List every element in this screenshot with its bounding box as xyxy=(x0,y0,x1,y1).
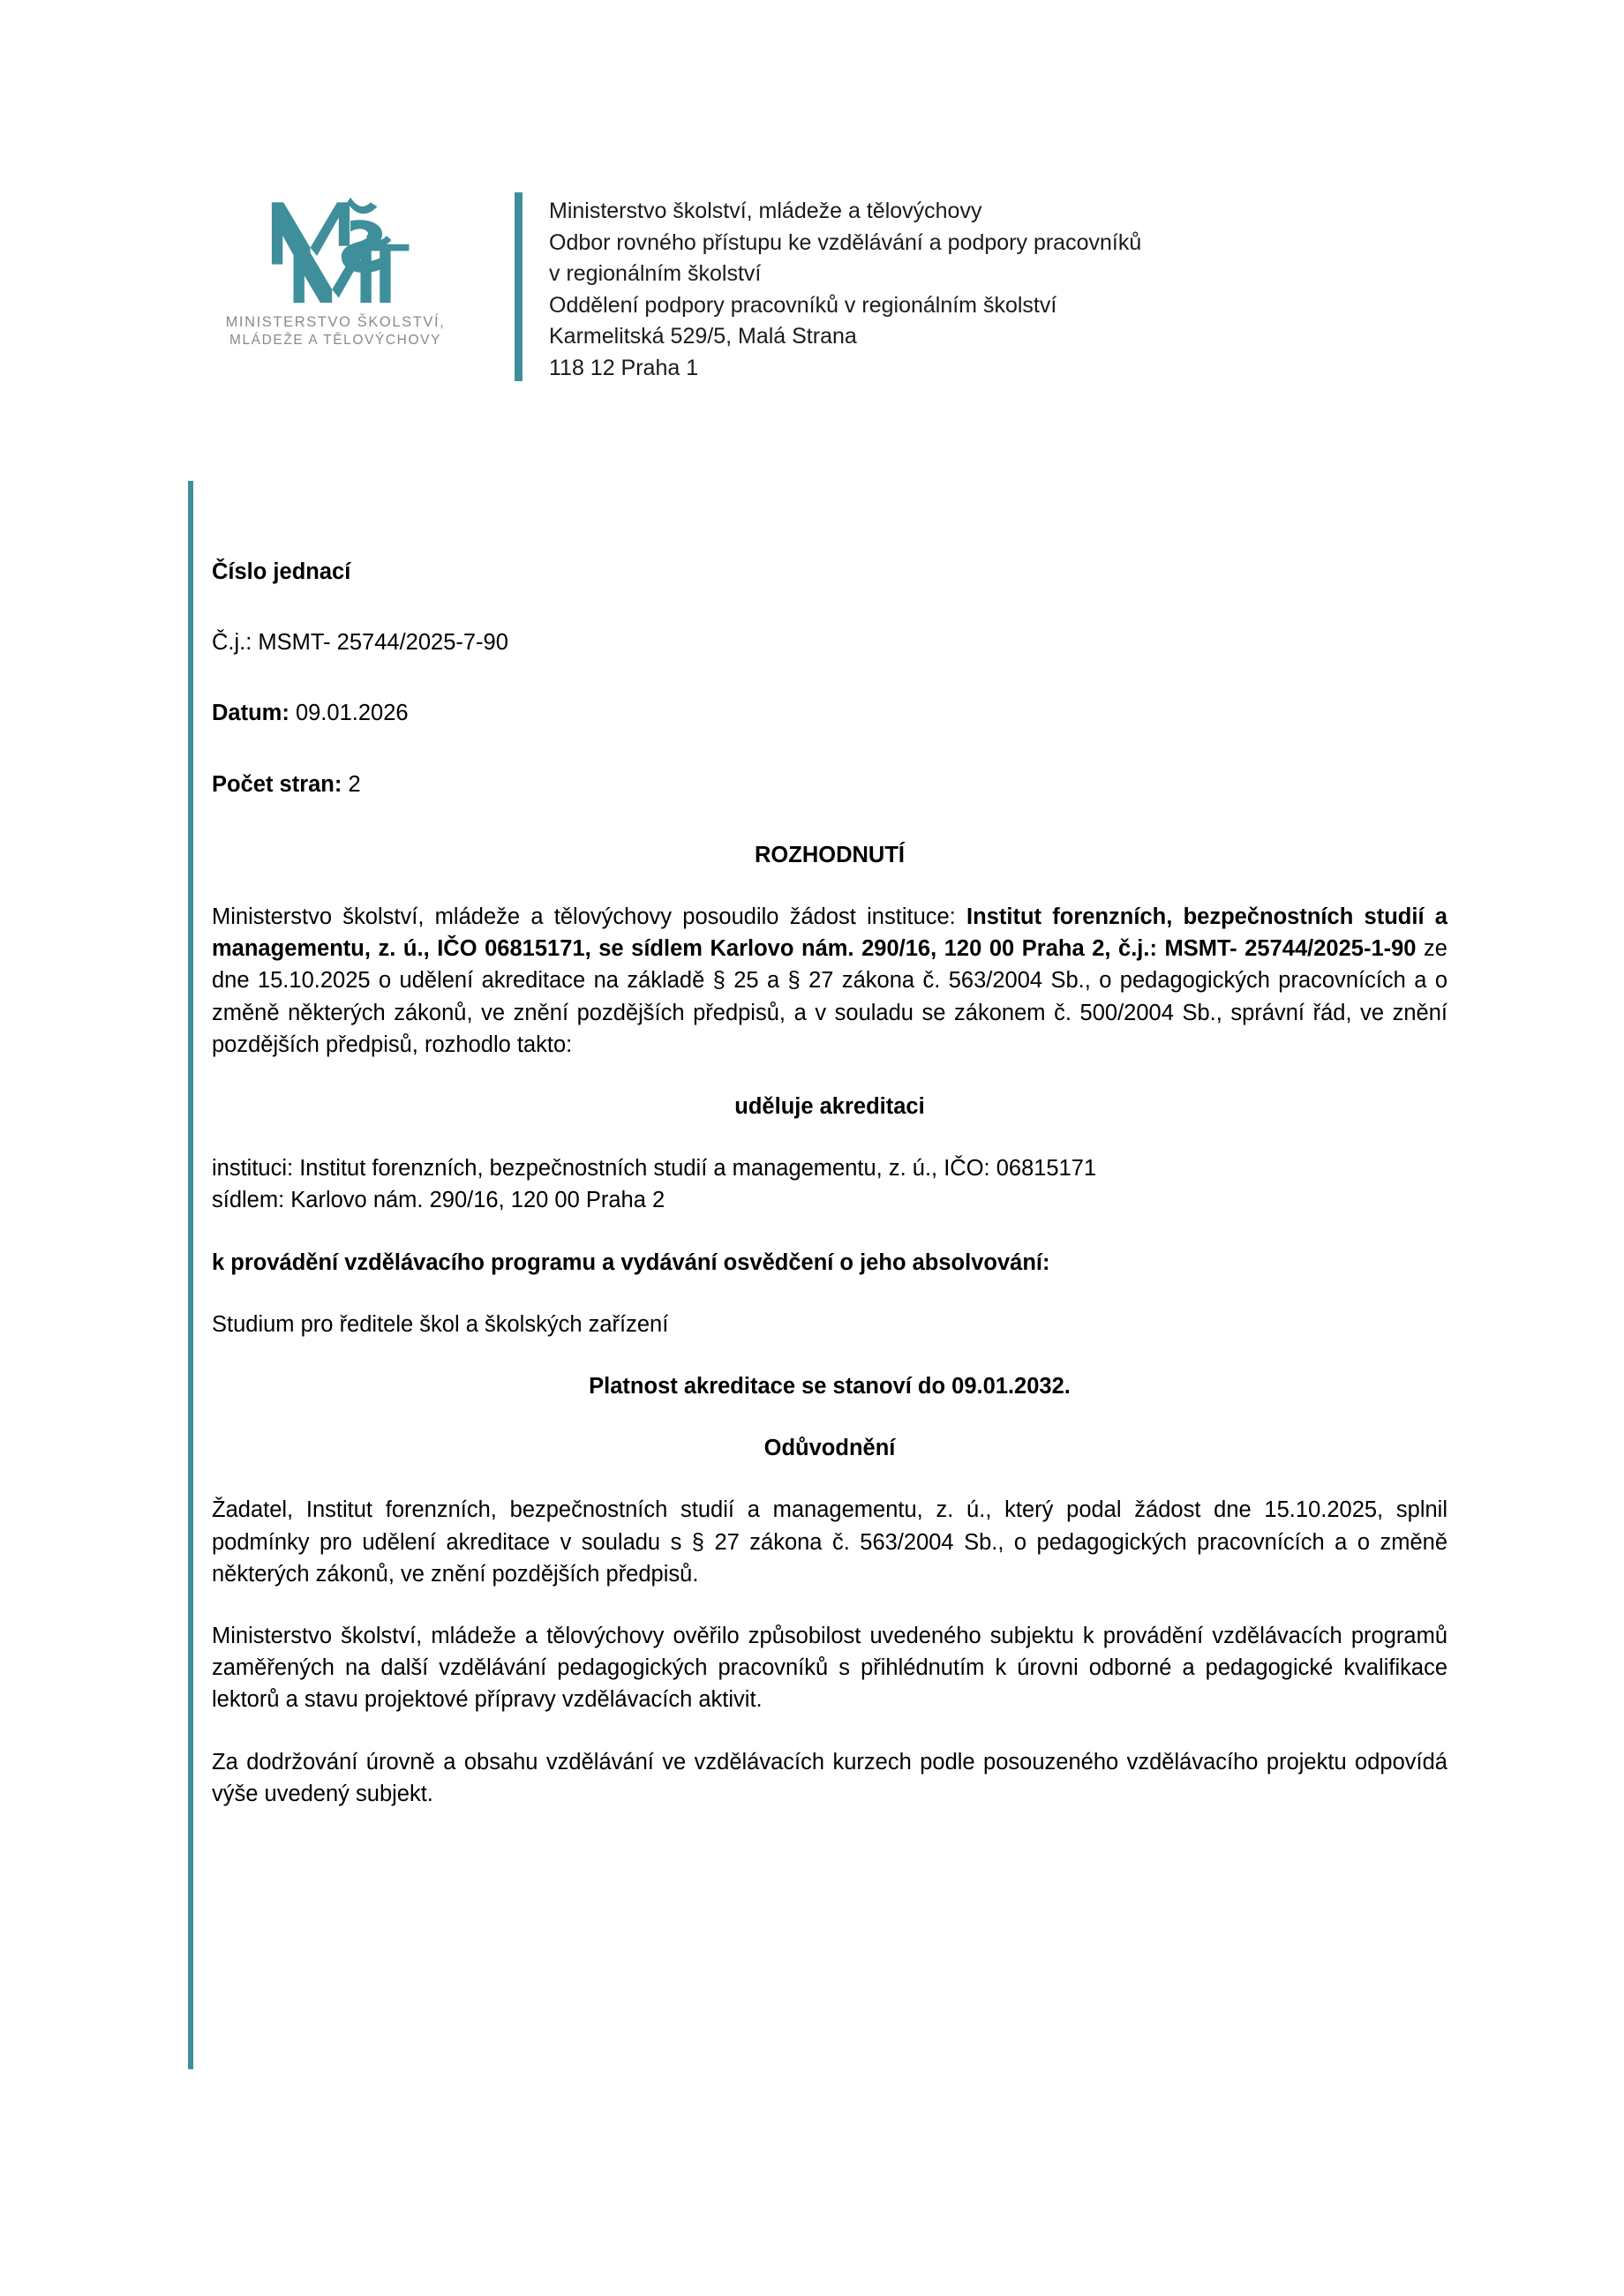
header-line-ministry: Ministerstvo školství, mládeže a tělovýchovy xyxy=(549,199,982,223)
institution-line-name: instituci: Institut forenzních, bezpečnostních studií a managementu, z. ú., IČO: 06815171 xyxy=(212,1156,1097,1182)
program-heading: k provádění vzdělávacího programu a vydávání osvědčení o jeho absolvování: xyxy=(212,1249,1050,1275)
msmt-logo-icon xyxy=(252,192,419,305)
page-count-row xyxy=(212,769,1447,800)
date-value: 09.01.2026 xyxy=(295,701,409,726)
header-address-block xyxy=(549,176,1141,384)
reference-number-value: Č.j.: MSMT- 25744/2025-7-90 xyxy=(212,630,508,656)
date-row xyxy=(212,697,1447,729)
header-line-street: Karmelitská 529/5, Malá Strana xyxy=(549,324,857,349)
reference-number-label: Číslo jednací xyxy=(212,559,351,584)
program-name: Studium pro ředitele škol a školských zařízení xyxy=(212,1311,669,1337)
page-count-value: 2 xyxy=(348,771,361,797)
document-title: ROZHODNUTÍ xyxy=(755,842,905,867)
reasoning-paragraph-1: Žadatel, Institut forenzních, bezpečnostních studií a managementu, z. ú., který podal žádost dne 15.10.2025, splnil podmínky pro udělení akreditace v souladu s § 27 zákona č. 563/2004 Sb., o pedagogických pracovnících a o změně některých zákonů, ve znění pozdějších předpisů. xyxy=(212,1497,1447,1587)
header-line-department-cont: v regionálním školství xyxy=(549,261,762,286)
reasoning-paragraph-3: Za dodržování úrovně a obsahu vzdělávání ve vzdělávacích kurzech podle posouzeného vzdělávacího projektu odpovídá výše uvedený subjekt. xyxy=(212,1749,1447,1806)
logo-caption-line1: MINISTERSTVO ŠKOLSTVÍ, xyxy=(225,314,446,330)
decision-paragraph xyxy=(212,901,1447,1061)
document-body xyxy=(212,556,1447,1840)
grant-heading: uděluje akreditaci xyxy=(734,1094,925,1120)
institution-block xyxy=(212,1152,1447,1216)
decision-tail: ze dne 15.10.2025 o udělení akreditace na základě § 25 a § 27 zákona č. 563/2004 Sb., o pedagogických pracovnících a o změně některých zákonů, ve znění pozdějších předpisů, a v souladu se zákonem č. 500/2004 Sb., správní řád, ve znění pozdějších předpisů, rozhodlo takto: xyxy=(212,936,1447,1057)
logo-caption-line2: MLÁDEŽE A TĚLOVÝCHOVY xyxy=(229,333,442,349)
page-count-label: Počet stran: xyxy=(212,771,342,797)
header-line-unit: Oddělení podpory pracovníků v regionálním školství xyxy=(549,292,1057,318)
header-accent-rule xyxy=(515,192,523,381)
validity-statement: Platnost akreditace se stanoví do 09.01.2032. xyxy=(589,1374,1071,1399)
reasoning-paragraph-2: Ministerstvo školství, mládeže a tělovýchovy ověřilo způsobilost uvedeného subjektu k provádění vzdělávacích programů zaměřených na další vzdělávání pedagogických pracovníků s přihlédnutím k úrovni odborné a pedagogické kvalifikace lektorů a stavu projektové přípravy vzdělávacích aktivit. xyxy=(212,1624,1447,1713)
letterhead xyxy=(190,176,1443,384)
body-accent-rule xyxy=(188,481,193,2069)
date-label: Datum: xyxy=(212,701,289,726)
header-line-department: Odbor rovného přístupu ke vzdělávání a podpory pracovníků xyxy=(549,229,1142,255)
reference-block xyxy=(212,556,1447,800)
institution-line-address: sídlem: Karlovo nám. 290/16, 120 00 Praha 2 xyxy=(212,1188,665,1213)
decision-institution: Institut forenzních, bezpečnostních studií a managementu, z. ú., IČO 06815171, se sídlem Karlovo nám. 290/16, 120 00 Praha 2, č.j.: MSMT- 25744/2025-1-90 xyxy=(212,904,1447,962)
decision-lead: Ministerstvo školství, mládeže a tělovýchovy posoudilo žádost instituce: xyxy=(212,904,967,930)
reasoning-heading: Odůvodnění xyxy=(763,1436,896,1461)
header-line-city: 118 12 Praha 1 xyxy=(549,355,699,380)
logo-block xyxy=(190,176,481,350)
logo-caption xyxy=(226,312,446,350)
